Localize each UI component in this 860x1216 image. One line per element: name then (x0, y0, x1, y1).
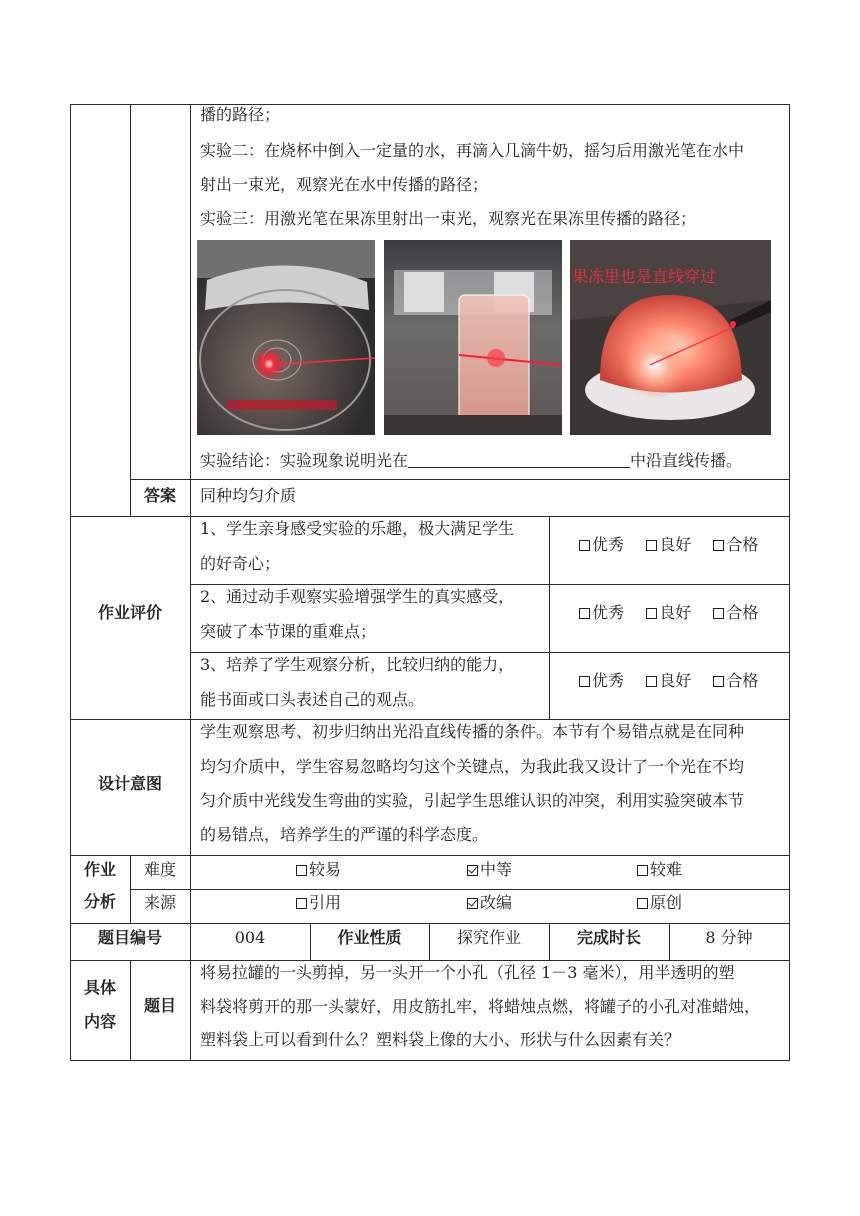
rating-3-pass[interactable]: 合格 (713, 671, 758, 690)
rating-1-excellent[interactable]: 优秀 (579, 535, 624, 554)
question-line-2: 料袋将剪开的那一头蒙好，用皮筋扎牢，将蜡烛点燃，将罐子的小孔对准蜡烛， (200, 997, 761, 1016)
checkbox-icon (637, 865, 648, 876)
conclusion-suffix: 中沿直线传播。 (630, 451, 743, 470)
source-original[interactable]: 原创 (637, 888, 682, 918)
checked-checkbox-icon (467, 865, 478, 876)
content-label-1: 具体 (83, 978, 116, 997)
checkbox-icon (646, 676, 657, 687)
checkbox-icon (646, 540, 657, 551)
design-intent-line-4: 的易错点，培养学生的严谨的科学态度。 (200, 825, 489, 844)
checkbox-icon (646, 608, 657, 619)
difficulty-medium[interactable]: 中等 (467, 855, 512, 885)
difficulty-easy[interactable]: 较易 (296, 855, 341, 885)
source-label: 来源 (143, 893, 176, 912)
rating-row-2 (579, 598, 758, 628)
photo-glass-bowl-experiment (197, 240, 375, 435)
design-intent-line-3: 匀介质中光线发生弯曲的实验，引起学生思维认识的冲突，利用实验突破本节 (200, 791, 745, 810)
evaluation-item-2-line-2: 突破了本节课的重难点； (200, 622, 377, 641)
evaluation-item-1-line-1: 1、学生亲身感受实验的乐趣，极大满足学生 (200, 519, 515, 538)
design-intent-line-2: 均匀介质中，学生容易忽略均匀这个关键点，为我此我又设计了一个光在不均 (200, 757, 745, 776)
rating-1-pass[interactable]: 合格 (713, 535, 758, 554)
rating-row-1 (579, 530, 758, 560)
checkbox-icon (296, 898, 307, 909)
checked-checkbox-icon (467, 898, 478, 909)
checkbox-icon (579, 608, 590, 619)
nature-value: 探究作业 (456, 928, 521, 947)
rating-2-excellent[interactable]: 优秀 (579, 603, 624, 622)
checkbox-icon (579, 540, 590, 551)
rating-3-good[interactable]: 良好 (646, 671, 691, 690)
content-label-2: 内容 (83, 1012, 116, 1031)
checkbox-icon (579, 676, 590, 687)
evaluation-item-3-line-1: 3、培养了学生观察分析，比较归纳的能力， (200, 655, 515, 674)
answer-label: 答案 (143, 486, 176, 505)
analysis-label-2: 分析 (83, 892, 116, 911)
rating-row-3 (579, 666, 758, 696)
rating-2-pass[interactable]: 合格 (713, 603, 758, 622)
rating-3-excellent[interactable]: 优秀 (579, 671, 624, 690)
evaluation-label: 作业评价 (97, 603, 162, 622)
duration-value: 8 分钟 (705, 928, 753, 947)
nature-label: 作业性质 (337, 928, 402, 947)
question-id-value: 004 (234, 928, 266, 947)
checkbox-icon (296, 865, 307, 876)
checkbox-icon (713, 608, 724, 619)
photo-jelly-experiment (570, 240, 771, 435)
checkbox-icon (637, 898, 648, 909)
experiment-3-text: 实验三：用激光笔在果冻里射出一束光，观察光在果冻里传播的路径； (200, 209, 697, 228)
analysis-label-1: 作业 (83, 860, 116, 879)
difficulty-hard[interactable]: 较难 (637, 855, 682, 885)
design-intent-label: 设计意图 (97, 774, 162, 793)
photo-jelly-caption: 果冻里也是直线穿过 (572, 267, 717, 286)
conclusion-blank (408, 449, 630, 468)
design-intent-line-1: 学生观察思考、初步归纳出光沿直线传播的条件。本节有个易错点就是在同种 (200, 722, 745, 741)
rating-1-good[interactable]: 良好 (646, 535, 691, 554)
duration-label: 完成时长 (576, 928, 641, 947)
evaluation-item-2-line-1: 2、通过动手观察实验增强学生的真实感受， (200, 587, 515, 606)
experiment-conclusion (200, 446, 742, 476)
rating-2-good[interactable]: 良好 (646, 603, 691, 622)
checkbox-icon (713, 676, 724, 687)
evaluation-item-3-line-2: 能书面或口头表述自己的观点。 (200, 690, 425, 709)
question-id-label: 题目编号 (97, 928, 162, 947)
question-line-1: 将易拉罐的一头剪掉，另一头开一个小孔（孔径 1－3 毫米），用半透明的塑 (200, 963, 735, 982)
source-adapted[interactable]: 改编 (467, 888, 512, 918)
question-label: 题目 (143, 996, 176, 1015)
question-line-3: 塑料袋上可以看到什么？塑料袋上像的大小、形状与什么因素有关？ (200, 1030, 681, 1049)
answer-text: 同种均匀介质 (200, 486, 297, 505)
difficulty-label: 难度 (143, 860, 176, 879)
experiment-2-line-1: 实验二：在烧杯中倒入一定量的水，再滴入几滴牛奶，摇匀后用激光笔在水中 (200, 141, 745, 160)
evaluation-item-1-line-2: 的好奇心； (200, 554, 281, 573)
source-cited[interactable]: 引用 (296, 888, 341, 918)
conclusion-prefix: 实验结论：实验现象说明光在 (200, 451, 409, 470)
experiment-path-tail: 播的路径； (200, 105, 281, 124)
checkbox-icon (713, 540, 724, 551)
photo-beaker-experiment (384, 240, 562, 435)
experiment-2-line-2: 射出一束光，观察光在水中传播的路径； (200, 175, 489, 194)
